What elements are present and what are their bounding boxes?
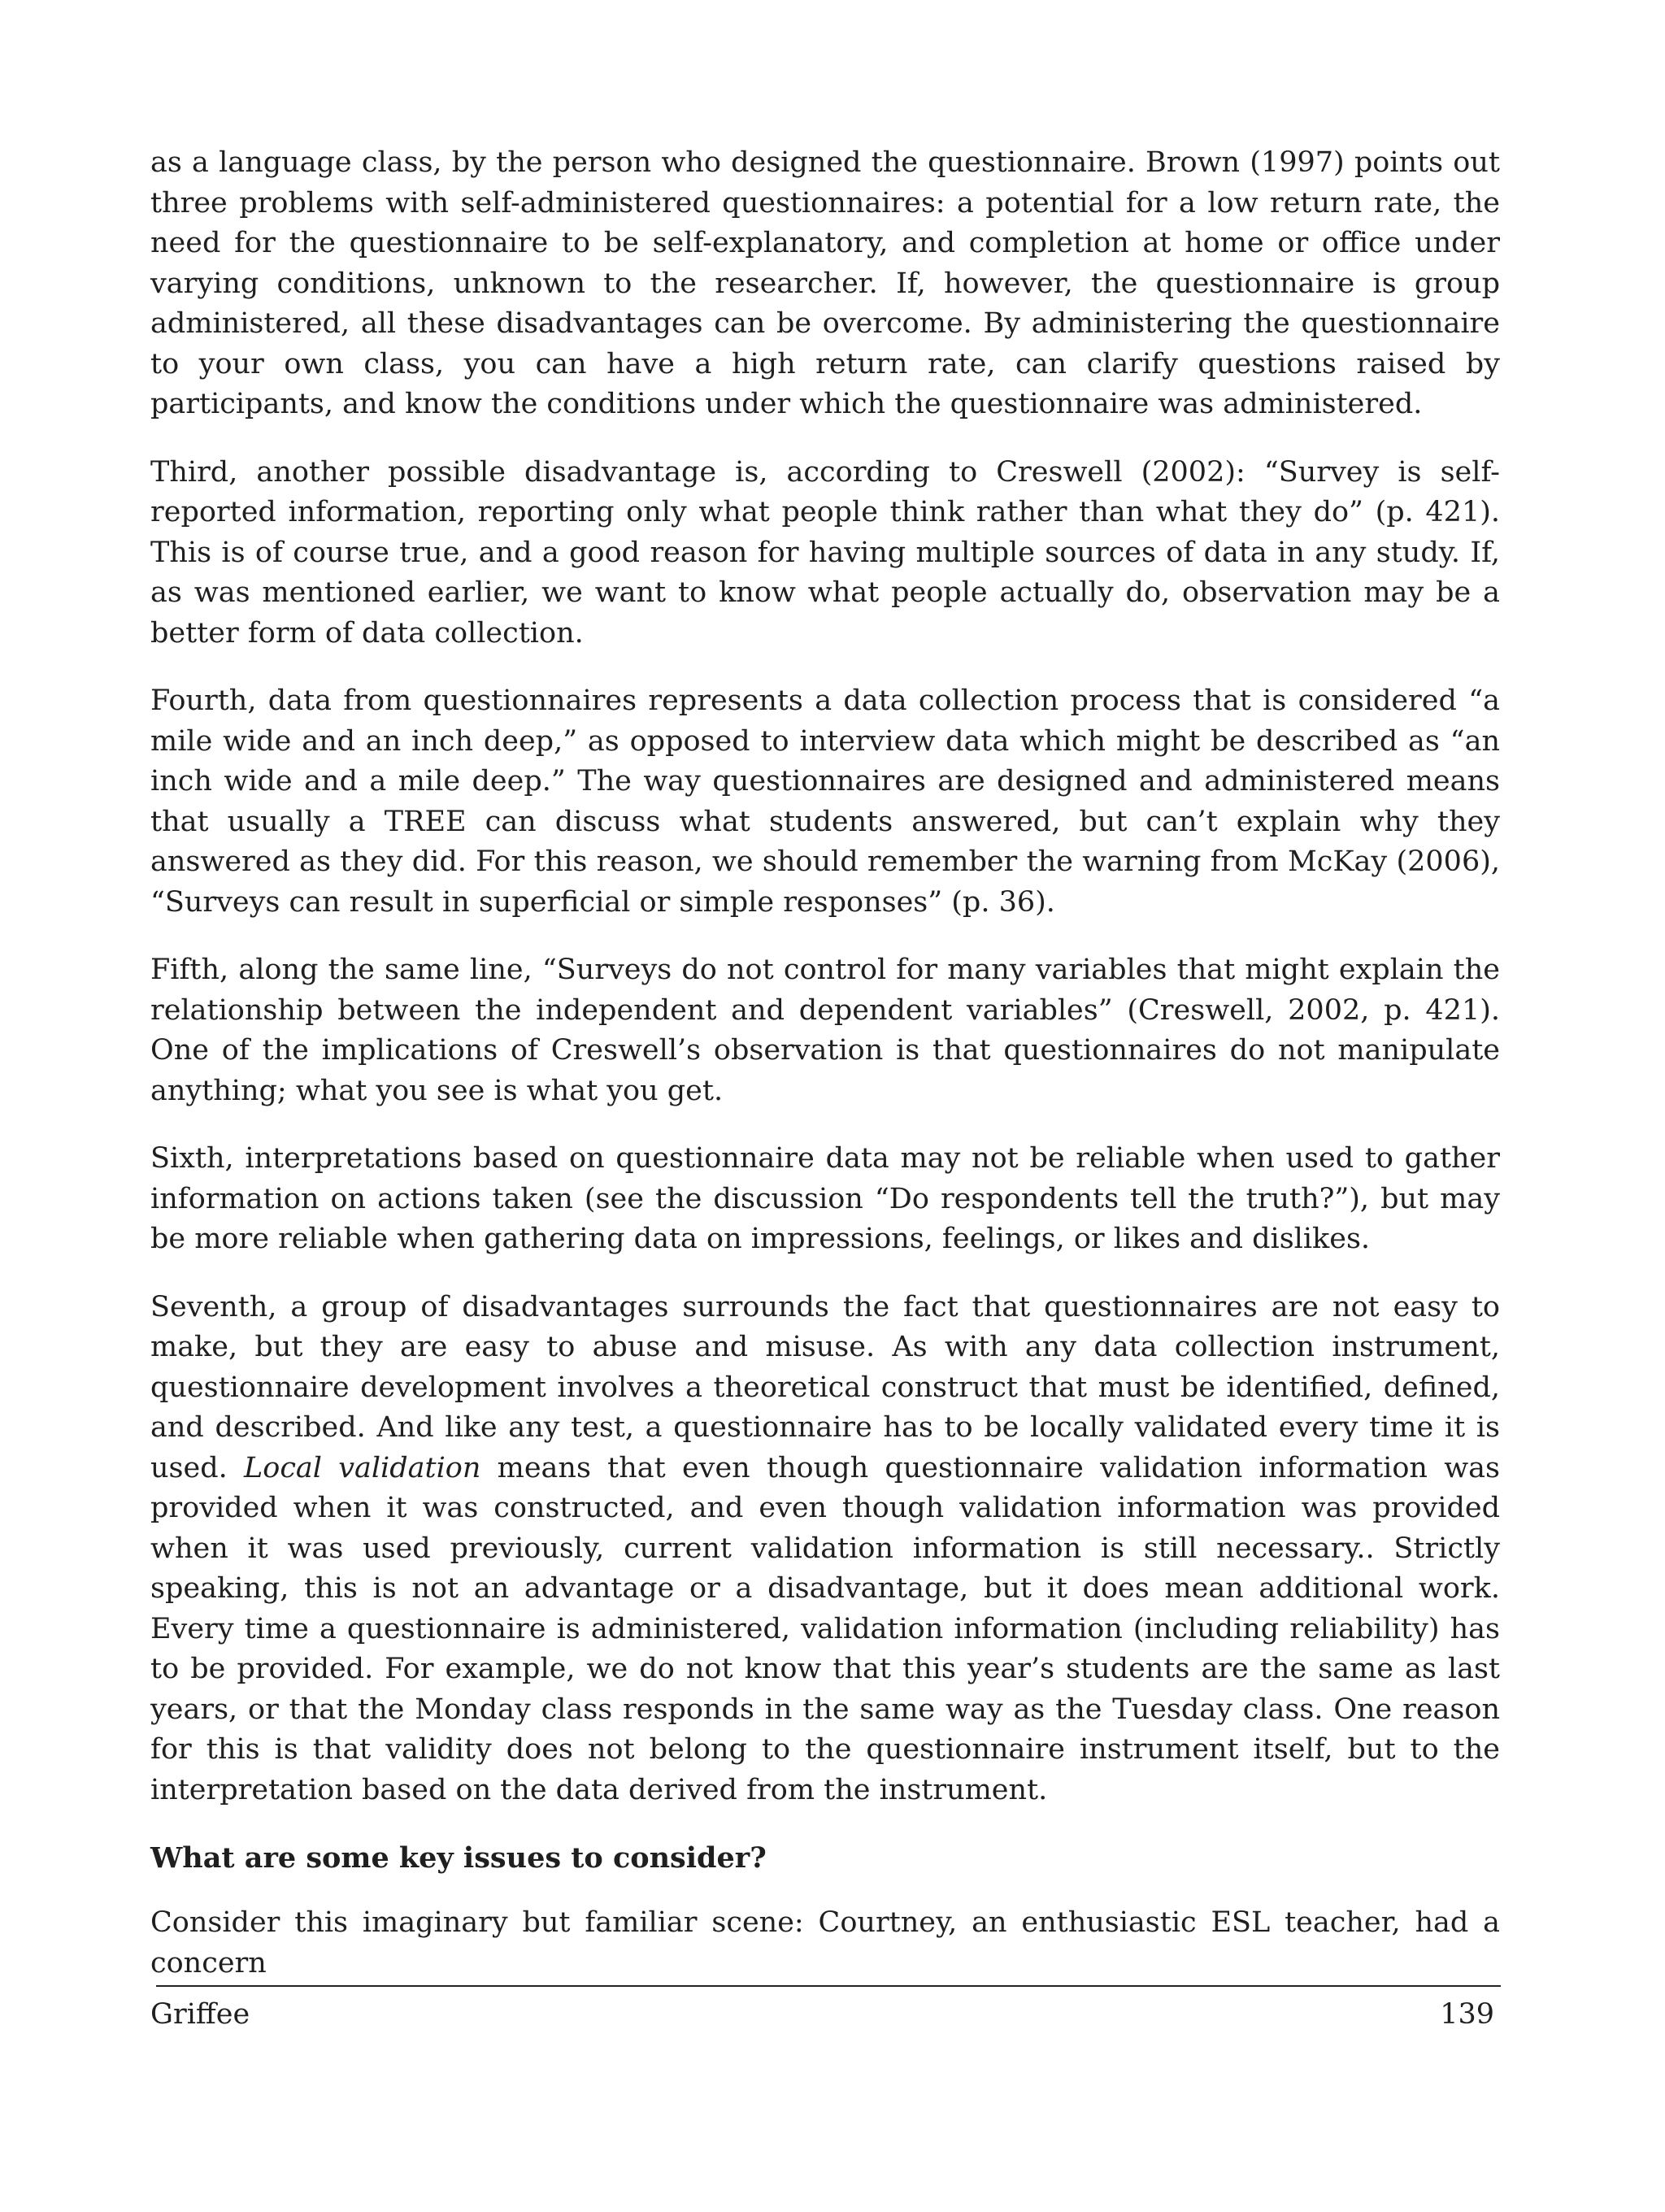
footer-author: Griffee bbox=[150, 1998, 250, 2031]
paragraph-fourth-disadvantage: Fourth, data from questionnaires represents a data collection process that is considered “a mile wide and an inch deep,” as opposed to interview data which might be described as “an inch wide and a mile deep.” The way questionnaires are designed and administered means that usually a TREE can discuss what students answered, but can’t explain why they answered as they did. For this reason, we should remember the warning from McKay (2006), “Surveys can result in superficial or simple responses” (p. 36). bbox=[150, 684, 1500, 919]
paragraph-seventh-disadvantage bbox=[150, 1288, 1500, 1811]
seventh-text-before: Seventh, a group of disadvantages surrounds the fact that questionnaires are not easy to make, but they are easy to abuse and misuse. As with any data collection instrument, questionnaire development involves a theoretical construct that must be identified, defined, and described. And like any test, a questionnaire has to be locally validated every time it is used. bbox=[150, 1290, 1500, 1484]
paragraph-scene-intro: Consider this imaginary but familiar scene: Courtney, an enthusiastic ESL teacher, had a concern bbox=[150, 1906, 1500, 1980]
body-text bbox=[150, 143, 1500, 2011]
paragraph-sixth-disadvantage: Sixth, interpretations based on questionnaire data may not be reliable when used to gather information on actions taken (see the discussion “Do respondents tell the truth?”), but may be more reliable when gathering data on impressions, feelings, or likes and dislikes. bbox=[150, 1142, 1500, 1255]
footer-divider bbox=[156, 1985, 1501, 1987]
section-heading: What are some key issues to consider? bbox=[150, 1841, 767, 1875]
seventh-italic-term: Local validation bbox=[244, 1451, 481, 1484]
paragraph-fifth-disadvantage: Fifth, along the same line, “Surveys do not control for many variables that might explain the relationship between the independent and dependent variables” (Creswell, 2002, p. 421). One of the implications of Creswell’s observation is that questionnaires do not manipulate anything; what you see is what you get. bbox=[150, 954, 1500, 1107]
page-number: 139 bbox=[1440, 1998, 1494, 2031]
paragraph-continuation: as a language class, by the person who designed the questionnaire. Brown (1997) points out three problems with self-administered questionnaires: a potential for a low return rate, the need for the questionnaire to be self-explanatory, and completion at home or office under varying conditions, unknown to the researcher. If, however, the questionnaire is group administered, all these disadvantages can be overcome. By administering the questionnaire to your own class, you can have a high return rate, can clarify questions raised by participants, and know the conditions under which the questionnaire was administered. bbox=[150, 146, 1500, 420]
paragraph-third-disadvantage: Third, another possible disadvantage is, according to Creswell (2002): “Survey is self-reported information, reporting only what people think rather than what they do” (p. 421). This is of course true, and a good reason for having multiple sources of data in any study. If, as was mentioned earlier, we want to know what people actually do, observation may be a better form of data collection. bbox=[150, 455, 1500, 650]
seventh-text-after: means that even though questionnaire validation information was provided when it was constructed, and even though validation information was provided when it was used previously, current validation information is still necessary.. Strictly speaking, this is not an advantage or a disadvantage, but it does mean additional work. Every time a questionnaire is administered, validation information (including reliability) has to be provided. For example, we do not know that this year’s students are the same as last years, or that the Monday class responds in the same way as the Tuesday class. One reason for this is that validity does not belong to the questionnaire instrument itself, but to the interpretation based on the data derived from the instrument. bbox=[150, 1451, 1501, 1806]
